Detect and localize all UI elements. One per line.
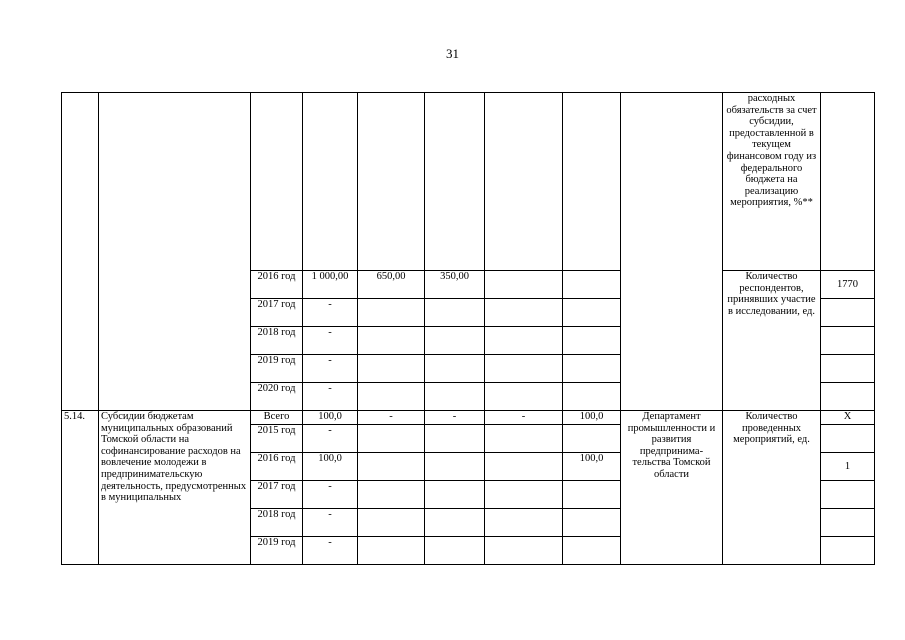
indicator-value: 1 xyxy=(821,453,875,481)
total-cell: 100,0 xyxy=(303,411,358,425)
year-cell: 2017 год xyxy=(251,299,303,327)
number-cell-empty xyxy=(62,93,99,411)
ob-cell: 350,00 xyxy=(425,271,485,299)
total-cell: - xyxy=(303,509,358,537)
name-cell-empty xyxy=(99,93,251,411)
total-cell: - xyxy=(303,355,358,383)
year-cell: 2019 год xyxy=(251,355,303,383)
indicator-value xyxy=(821,537,875,565)
year-cell: 2017 год xyxy=(251,481,303,509)
page-number: 31 xyxy=(446,46,459,61)
indicator-value xyxy=(821,481,875,509)
year-cell: 2016 год xyxy=(251,271,303,299)
indicator-value: 1770 xyxy=(821,271,875,299)
indicator-value: Х xyxy=(821,411,875,425)
fb-cell: 650,00 xyxy=(358,271,425,299)
table-row xyxy=(62,93,875,271)
year-cell: 2020 год xyxy=(251,383,303,411)
ob-cell: - xyxy=(425,411,485,425)
indicator-value xyxy=(821,425,875,453)
total-cell: - xyxy=(303,383,358,411)
indicator-tail: расходных обязательств за счет субсидии, предоставленной в текущем финансовом году из федерального бюджета на реализацию мероприятия, %** xyxy=(723,93,821,271)
total-cell: - xyxy=(303,425,358,453)
total-cell: - xyxy=(303,481,358,509)
total-cell: 100,0 xyxy=(303,453,358,481)
total-cell: - xyxy=(303,299,358,327)
year-cell: 2016 год xyxy=(251,453,303,481)
mb-cell xyxy=(485,271,563,299)
fb-cell: - xyxy=(358,411,425,425)
year-cell: 2019 год xyxy=(251,537,303,565)
vb-cell: 100,0 xyxy=(563,411,621,425)
total-cell: 1 000,00 xyxy=(303,271,358,299)
year-cell: 2018 год xyxy=(251,327,303,355)
executor-cell-empty xyxy=(621,93,723,411)
indicator-cell: Количество респондентов, принявших участие в исследовании, ед. xyxy=(723,271,821,411)
indicator-value xyxy=(821,509,875,537)
year-cell: Всего xyxy=(251,411,303,425)
table-row xyxy=(62,411,875,425)
total-cell: - xyxy=(303,327,358,355)
vb-cell xyxy=(563,271,621,299)
item-name: Субсидии бюджетам муниципальных образований Томской области на софинансирование расходов на вовлечение молодежи в предпринимательскую деятельность, предусмотренных в муниципальных xyxy=(99,411,251,565)
program-table xyxy=(61,92,875,565)
year-cell: 2018 год xyxy=(251,509,303,537)
executor-cell: Департамент промышленности и развития предпринима-тельства Томской области xyxy=(621,411,723,565)
item-number: 5.14. xyxy=(62,411,99,565)
mb-cell: - xyxy=(485,411,563,425)
year-cell: 2015 год xyxy=(251,425,303,453)
vb-cell: 100,0 xyxy=(563,453,621,481)
indicator-cell: Количество проведенных мероприятий, ед. xyxy=(723,411,821,565)
total-cell: - xyxy=(303,537,358,565)
